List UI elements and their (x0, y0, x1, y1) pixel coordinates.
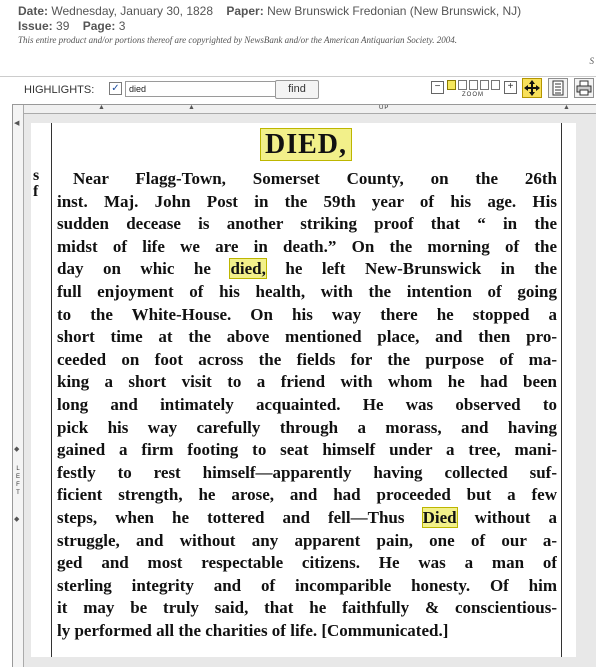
zoom-out-button[interactable]: − (431, 81, 444, 94)
article-line: festly to rest himself—apparently having collected suf- (57, 462, 557, 482)
left-arrow-icon: ◀ (14, 120, 20, 127)
trailing-char: S (589, 56, 594, 66)
zoom-level-box[interactable] (447, 80, 456, 90)
article-line: Near Flagg-Town, Somerset County, on the 26th (73, 169, 557, 188)
article-line: king a short visit to a friend with whom he had been (57, 372, 557, 392)
zoom-level-box[interactable] (458, 80, 467, 90)
zoom-label: ZOOM (462, 92, 484, 98)
date-value: Wednesday, January 30, 1828 (51, 4, 214, 18)
article-line: short time at the above mentioned place, and then pro- (57, 327, 557, 347)
move-arrows-icon (523, 79, 541, 97)
article-line: steps, when he tottered and fell—Thus Died without a (57, 507, 557, 527)
left-pan-bar[interactable] (13, 105, 24, 667)
highlights-label: HIGHLIGHTS: (24, 84, 95, 96)
article-body (57, 168, 557, 642)
pan-tool-button[interactable] (522, 78, 542, 98)
page-value: 3 (118, 19, 126, 33)
article-line: struggle, and without any apparent pain, one of our a- (57, 530, 557, 550)
date-label: Date: (18, 4, 49, 18)
paper-value: New Brunswick Fredonian (New Brunswick, NJ) (267, 4, 522, 18)
page-label: Page: (82, 19, 116, 33)
up-label: UP (379, 105, 390, 111)
article-headline (261, 129, 351, 161)
article-line: long and intimately acquainted. He was observed to (57, 394, 557, 414)
article-line: to the White-House. On his way there he stopped a (57, 304, 557, 324)
zoom-level-box[interactable] (469, 80, 478, 90)
article-line: ficient strength, he arose, and had proceeded but a few (57, 485, 557, 505)
column-rule (561, 123, 562, 657)
highlighted-term: Died (422, 507, 457, 527)
highlighted-term: DIED, (261, 129, 351, 160)
article-line: ly performed all the charities of life. [Communicated.] (57, 620, 449, 640)
toolbar (0, 76, 596, 104)
page-view-button[interactable] (548, 78, 568, 98)
page-icon (549, 79, 567, 97)
article-line: inst. Maj. John Post in the 59th year of his age. His (57, 191, 557, 211)
issue-page-line (18, 19, 596, 34)
paper-label: Paper: (226, 4, 264, 18)
highlights-checkbox[interactable]: ✓ (109, 82, 122, 95)
article-line: pick his way carefully through a morass, and having (57, 417, 557, 437)
newspaper-page-image (31, 123, 576, 657)
find-button[interactable]: find (275, 80, 319, 99)
left-arrow-icon: ◆ (14, 516, 20, 523)
top-pan-bar[interactable] (23, 105, 596, 114)
print-button[interactable] (574, 78, 594, 98)
zoom-level-box[interactable] (491, 80, 500, 90)
printer-icon (575, 79, 593, 97)
article-line: midst of life we are in death.” On the morning of the (57, 236, 557, 256)
article-line: ceeded on foot across the fields for the purpose of ma- (57, 349, 557, 369)
highlighted-term: died, (230, 259, 266, 279)
up-arrow-icon: ▲ (188, 104, 195, 111)
left-label: L E F T (15, 466, 20, 496)
issue-label: Issue: (18, 19, 53, 33)
up-arrow-icon: ▲ (563, 104, 570, 111)
article-line: sterling integrity and of incomparible honesty. Of him (57, 575, 557, 595)
document-meta-header (0, 0, 596, 74)
article-line: gained a firm footing to seat himself under a tree, mani- (57, 440, 557, 460)
article-line: it may be truly said, that he faithfully & conscientious- (57, 598, 557, 618)
article-line: day on whic he died, he left New-Brunswick in the (57, 259, 557, 279)
zoom-level-box[interactable] (480, 80, 489, 90)
article-line: full enjoyment of his health, with the intention of going (57, 281, 557, 301)
image-viewer[interactable] (12, 104, 596, 667)
issue-value: 39 (56, 19, 70, 33)
highlight-search-input[interactable] (125, 81, 276, 97)
zoom-in-button[interactable]: + (504, 81, 517, 94)
left-arrow-icon: ◆ (14, 446, 20, 453)
article-line: ged and most respectable citizens. He was a man of (57, 553, 557, 573)
up-arrow-icon: ▲ (98, 104, 105, 111)
adjacent-column-fragment: s f (33, 167, 40, 200)
article-line: sudden decease is another striking proof that “ in the (57, 214, 557, 234)
copyright-notice: This entire product and/or portions thereof are copyrighted by NewsBank and/or the American Antiquarian Society. 2004. (18, 35, 458, 45)
date-issue-line (18, 4, 596, 19)
column-rule (51, 123, 52, 657)
